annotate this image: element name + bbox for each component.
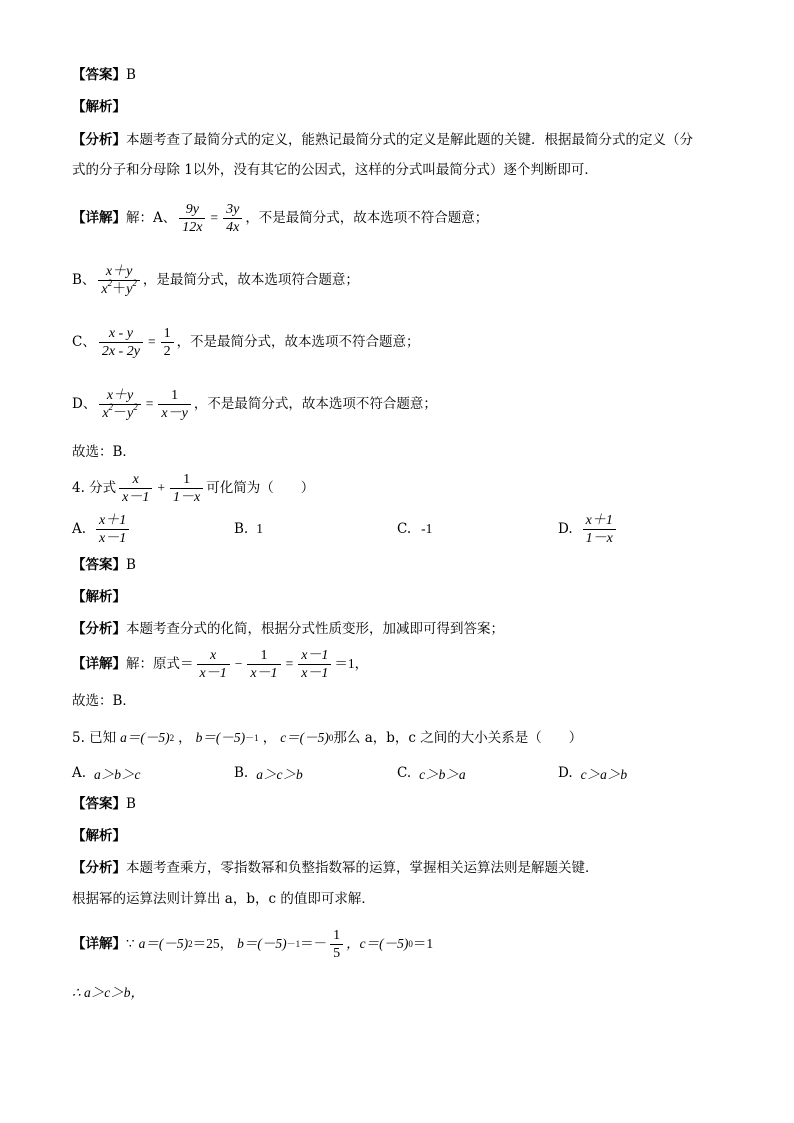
- q3-analysis-line2: 式的分子和分母除 1以外，没有其它的公因式，这样的分式叫最简分式）逐个判断即可．: [72, 162, 598, 178]
- q5-option-d: D. c＞a＞b: [558, 765, 628, 782]
- q5-option-b: B. a＞c＞b: [234, 765, 303, 782]
- q3-conclusion: 故选：B．: [72, 444, 136, 460]
- fraction: $\frac{1}{1-x}$: [170, 471, 203, 506]
- q3-detail-c: C、 $\frac{x - y}{2x - 2y}$ = $\frac{1}{2}$ ，不是最简分式，故本选项不符合题意；: [72, 325, 420, 359]
- q5-option-c: C. c＞b＞a: [397, 765, 466, 782]
- fraction: $\frac{3y}{4x}$: [223, 201, 242, 236]
- q3-analysis-heading: 【解析】: [72, 99, 126, 115]
- answer-value: B: [126, 67, 136, 83]
- fraction: $\frac{9y}{12x}$: [179, 201, 205, 236]
- q5-detail: 【详解】 ∵ a＝(－5) 2 ＝25， b＝(－5) －1 ＝－ $\frac{1}{5}$ ，c＝(－5) 0 ＝1: [72, 927, 434, 961]
- q4-conclusion: 故选：B．: [72, 693, 136, 709]
- q3-analysis-line1: 【分析】 本题考查了最简分式的定义，能熟记最简分式的定义是解此题的关键．根据最简分式的定义（分: [72, 132, 693, 148]
- q5-analysis-line1: 【分析】 本题考查乘方，零指数幂和负整指数幂的运算，掌握相关运算法则是解题关键．: [72, 860, 599, 876]
- fraction: $\frac{x+y}{x^2+y^2}$: [98, 263, 139, 298]
- q4-option-a: A. $\frac{x+1}{x-1}$: [72, 511, 132, 547]
- q3-detail-a: 【详解】 解：A、 $\frac{9y}{12x}$ = $\frac{3y}{4x}$ ，不是最简分式，故本选项不符合题意；: [72, 201, 489, 235]
- q4-analysis-heading: 【解析】: [72, 589, 126, 605]
- fraction: $\frac{1}{2}$: [161, 325, 174, 360]
- q3-detail-d: D、 $\frac{x+y}{x^2-y^2}$ = $\frac{1}{x-y}$ ，不是最简分式，故本选项不符合题意；: [72, 387, 437, 421]
- q4-option-d: D. $\frac{x+1}{1-x}$: [558, 511, 619, 547]
- q5-therefore: ∴ a＞c＞b，: [72, 985, 144, 1000]
- q5-option-a: A. a＞b＞c: [72, 765, 141, 782]
- q5-answer-line: 【答案】 B: [72, 796, 136, 812]
- q3-detail-b: B、 $\frac{x+y}{x^2+y^2}$ ，是最简分式，故本选项符合题意；: [72, 263, 359, 297]
- q4-option-c: C. -1: [397, 521, 433, 537]
- q4-detail: 【详解】 解：原式＝ $\frac{x}{x-1}$ − $\frac{1}{x-1}$ = $\frac{x-1}{x-1}$ ＝1，: [72, 647, 369, 681]
- fraction: $\frac{x}{x-1}$: [119, 471, 152, 506]
- q4-stem: 4. 分式 $\frac{x}{x-1}$ + $\frac{1}{1-x}$ 可化简为（ ）: [72, 471, 315, 505]
- fraction: $\frac{1}{x-y}$: [158, 387, 190, 422]
- fraction: $\frac{x - y}{2x - 2y}$: [99, 325, 143, 360]
- fraction: $\frac{x+y}{x^2-y^2}$: [99, 387, 140, 422]
- q5-stem: 5. 已知 a＝(－5) 2 ， b＝(－5) －1 ， c＝(－5) 0 那么 a，b，c 之间的大小关系是（ ）: [72, 730, 583, 746]
- q3-answer-line: [72, 65, 722, 85]
- q4-analysis: 【分析】 本题考查分式的化简，根据分式性质变形，加减即可得到答案；: [72, 621, 504, 637]
- q4-option-b: B. 1: [234, 521, 263, 537]
- q5-analysis-line2: 根据幂的运算法则计算出 a，b，c 的值即可求解．: [72, 891, 375, 907]
- q4-answer-line: 【答案】 B: [72, 557, 136, 573]
- q5-analysis-heading: 【解析】: [72, 828, 126, 844]
- answer-tag: 【答案】: [72, 67, 126, 83]
